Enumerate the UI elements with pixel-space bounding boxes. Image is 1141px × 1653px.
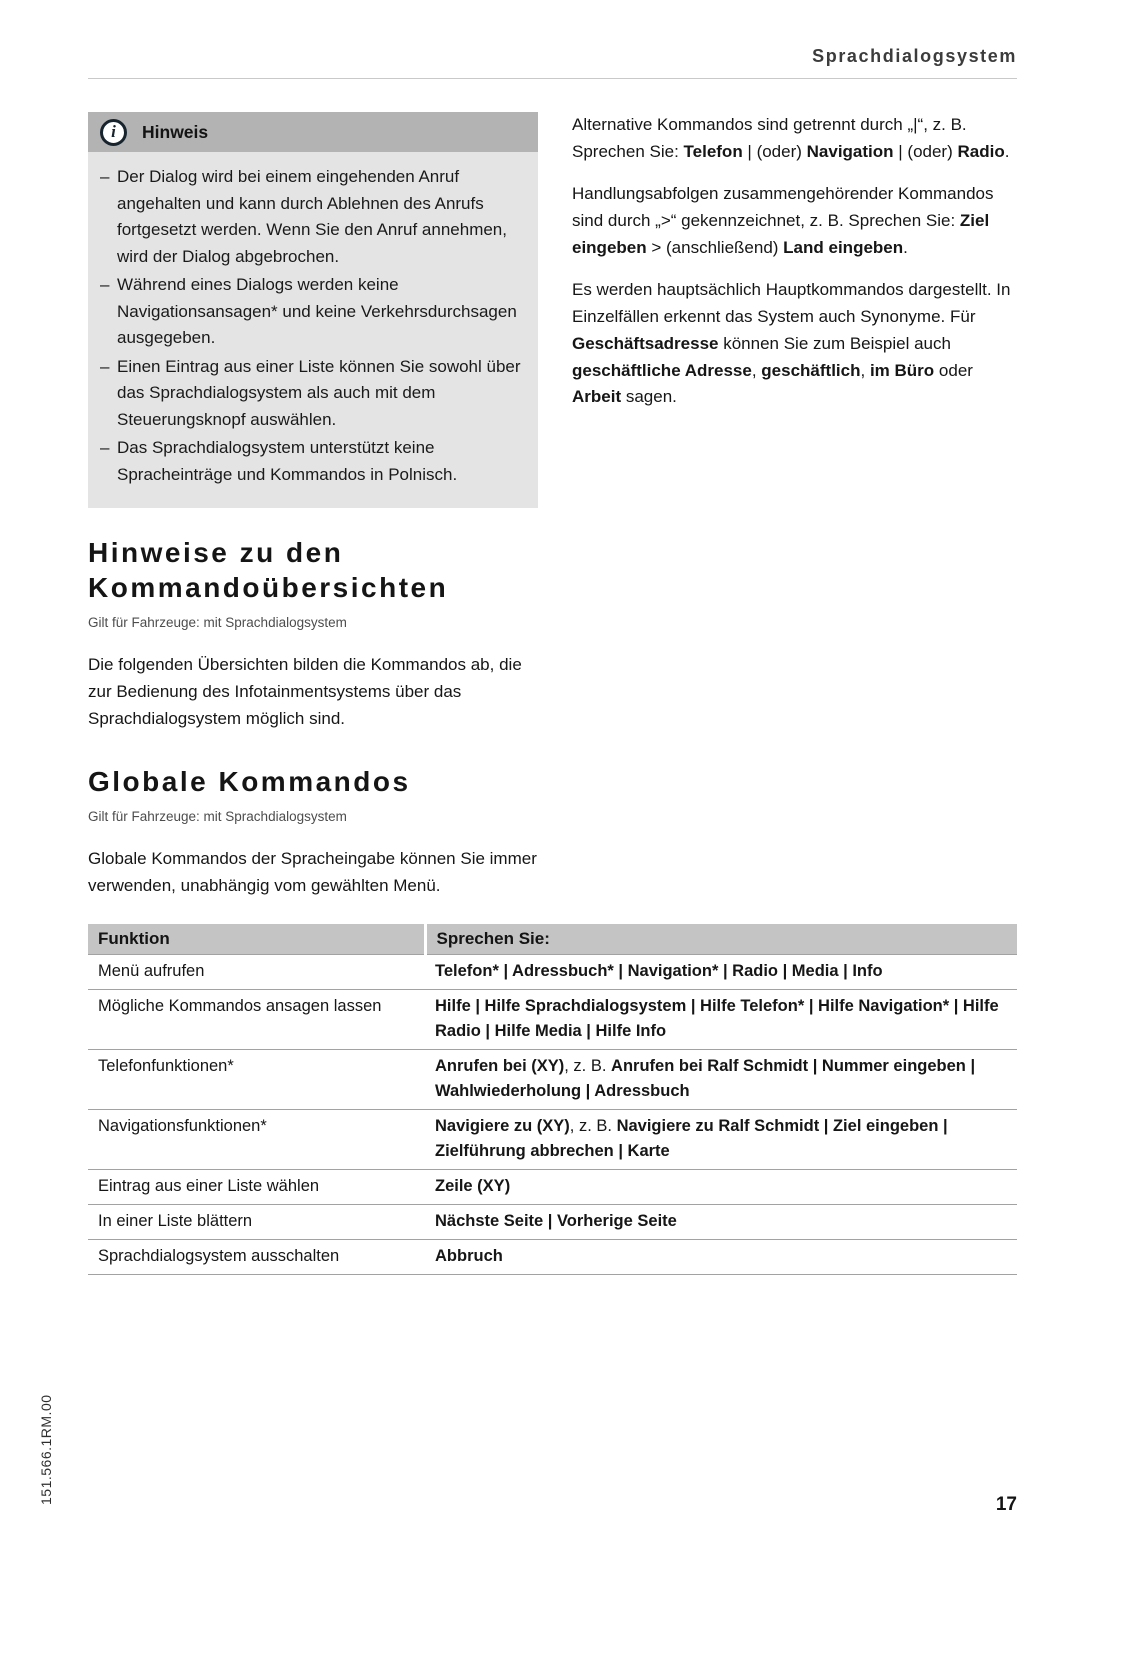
table-row (88, 989, 1017, 1049)
commands-table (88, 924, 1017, 1276)
dash-bullet: – (100, 438, 110, 458)
intro-paragraph: Es werden hauptsächlich Hauptkommandos dargestellt. In Einzelfällen erkennt das System auch Synonyme. Für Geschäftsadresse können Sie zum Beispiel auch geschäftliche Adresse, geschäftlich, im Büro oder Arbeit sagen. (572, 280, 1011, 407)
cell-funktion: Sprachdialogsystem ausschalten (88, 1240, 425, 1275)
section-paragraph: Globale Kommandos der Spracheingabe können Sie immer verwenden, unabhängig vom gewählten Menü. (88, 849, 537, 895)
header-rule (88, 78, 1017, 79)
table-row (88, 954, 1017, 989)
dash-bullet: – (100, 356, 110, 376)
intro-paragraph: Alternative Kommandos sind getrennt durch „|“, z. B. Sprechen Sie: Telefon | (oder) Navigation | (oder) Radio. (572, 115, 1010, 161)
note-item-text: Der Dialog wird bei einem eingehenden Anruf angehalten und kann durch Ablehnen des Anrufs fortgesetzt werden. Wenn Sie den Anruf annehmen, wird der Dialog abgebrochen. (117, 167, 507, 266)
note-item-text: Während eines Dialogs werden keine Navigationsansagen* und keine Verkehrsdurchsagen ausgegeben. (117, 275, 517, 348)
dash-bullet: – (100, 275, 110, 295)
intro-paragraph: Handlungsabfolgen zusammengehörender Kommandos sind durch „>“ gekennzeichnet, z. B. Sprechen Sie: Ziel eingeben > (anschließend) Land eingeben. (572, 184, 994, 257)
section-heading: Globale Kommandos (88, 766, 411, 798)
note-item (100, 435, 522, 488)
note-item-text: Das Sprachdialogsystem unterstützt keine Spracheinträge und Kommandos in Polnisch. (117, 438, 458, 484)
cell-funktion: Telefonfunktionen* (88, 1049, 425, 1109)
note-header (88, 112, 538, 152)
table-row (88, 1049, 1017, 1109)
table-header-sprechen: Sprechen Sie: (425, 924, 1017, 955)
note-item-text: Einen Eintrag aus einer Liste können Sie sowohl über das Sprachdialogsystem als auch mit dem Steuerungsknopf auswählen. (117, 356, 521, 429)
cell-funktion: Mögliche Kommandos ansagen lassen (88, 989, 425, 1049)
note-title: Hinweis (142, 121, 209, 142)
cell-sprechen: Nächste Seite | Vorherige Seite (425, 1205, 1017, 1240)
note-item (100, 164, 522, 270)
cell-funktion: Navigationsfunktionen* (88, 1110, 425, 1170)
info-icon: i (100, 119, 127, 146)
section-scope: Gilt für Fahrzeuge: mit Sprachdialogsystem (88, 809, 347, 825)
cell-funktion: Eintrag aus einer Liste wählen (88, 1170, 425, 1205)
right-column (572, 112, 1017, 900)
cell-sprechen: Zeile (XY) (425, 1170, 1017, 1205)
cell-sprechen: Anrufen bei (XY), z. B. Anrufen bei Ralf Schmidt | Nummer eingeben | Wahlwiederholung | Adressbuch (425, 1049, 1017, 1109)
section-scope: Gilt für Fahrzeuge: mit Sprachdialogsystem (88, 615, 347, 631)
dash-bullet: – (100, 167, 110, 186)
cell-funktion: In einer Liste blättern (88, 1205, 425, 1240)
table-row (88, 1170, 1017, 1205)
table-row (88, 1240, 1017, 1275)
cell-funktion: Menü aufrufen (88, 954, 425, 989)
cell-sprechen: Hilfe | Hilfe Sprachdialogsystem | Hilfe Telefon* | Hilfe Navigation* | Hilfe Radio | Hilfe Media | Hilfe Info (425, 989, 1017, 1049)
cell-sprechen: Navigiere zu (XY), z. B. Navigiere zu Ralf Schmidt | Ziel eingeben | Zielführung abbrechen | Karte (425, 1110, 1017, 1170)
table-header-funktion: Funktion (88, 924, 425, 955)
table-row (88, 1110, 1017, 1170)
section-paragraph: Die folgenden Übersichten bilden die Kommandos ab, die zur Bedienung des Infotainmentsystems über das Sprachdialogsystem möglich sind. (88, 655, 522, 728)
table-row (88, 1205, 1017, 1240)
note-box (88, 112, 538, 508)
note-body (88, 152, 538, 508)
cell-sprechen: Telefon* | Adressbuch* | Navigation* | Radio | Media | Info (425, 954, 1017, 989)
two-column-area (88, 112, 1017, 900)
note-item (100, 272, 522, 352)
document-code: 151.566.1RM.00 (38, 1394, 54, 1505)
note-item (100, 354, 522, 434)
chapter-title: Sprachdialogsystem (812, 46, 1017, 66)
left-column (88, 112, 538, 900)
table-header-row (88, 924, 1017, 955)
cell-sprechen: Abbruch (425, 1240, 1017, 1275)
page-number: 17 (995, 1494, 1017, 1515)
section-heading: Hinweise zu den Kommandoübersichten (88, 537, 449, 604)
